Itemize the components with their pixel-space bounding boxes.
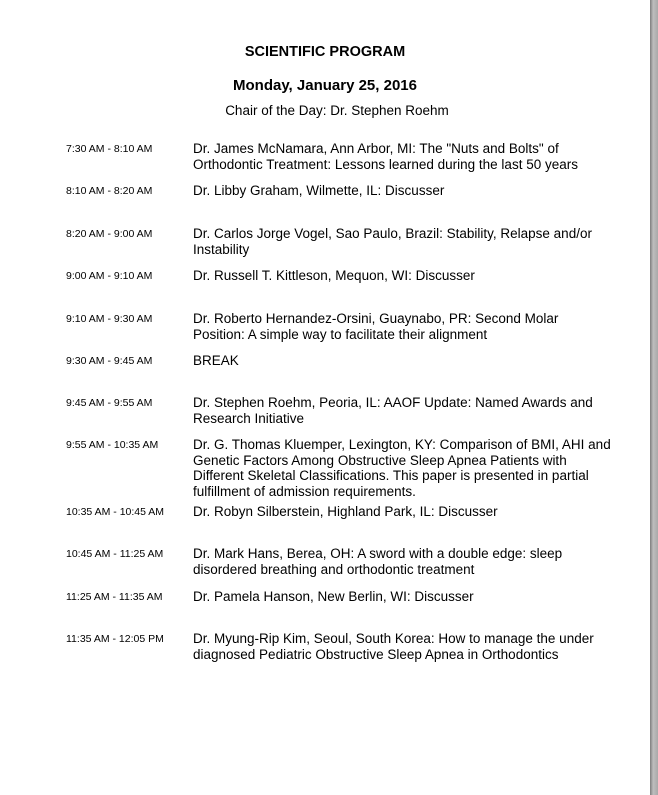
session-time: 11:25 AM - 11:35 AM (66, 591, 163, 603)
session-time: 9:30 AM - 9:45 AM (66, 355, 153, 367)
session-description: Dr. Robyn Silberstein, Highland Park, IL: Discusser (193, 504, 498, 519)
session-time: 10:35 AM - 10:45 AM (66, 506, 165, 518)
session-description: Dr. G. Thomas Kluemper, Lexington, KY: Comparison of BMI, AHI and Genetic Factors Among Obstructive Sleep Apnea Patients with Different Skeletal Classifications. This paper is presented in partial fulfillment of admission requirements. (193, 437, 611, 499)
program-date: Monday, January 25, 2016 (233, 77, 417, 94)
session-time: 9:00 AM - 9:10 AM (66, 270, 153, 282)
session-time: 9:10 AM - 9:30 AM (66, 313, 153, 325)
session-time: 7:30 AM - 8:10 AM (66, 143, 153, 155)
session-time: 9:45 AM - 9:55 AM (66, 397, 153, 409)
session-description: BREAK (193, 353, 239, 368)
session-time: 8:10 AM - 8:20 AM (66, 185, 153, 197)
session-time: 9:55 AM - 10:35 AM (66, 439, 159, 451)
session-description: Dr. Russell T. Kittleson, Mequon, WI: Discusser (193, 268, 475, 283)
session-description: Dr. Carlos Jorge Vogel, Sao Paulo, Brazil: Stability, Relapse and/or Instability (193, 226, 592, 257)
session-description: Dr. James McNamara, Ann Arbor, MI: The "Nuts and Bolts" of Orthodontic Treatment: Lessons learned during the last 50 years (193, 141, 578, 172)
session-description: Dr. Mark Hans, Berea, OH: A sword with a double edge: sleep disordered breathing and orthodontic treatment (193, 546, 563, 577)
session-description: Dr. Libby Graham, Wilmette, IL: Discusser (193, 183, 445, 198)
session-description: Dr. Myung-Rip Kim, Seoul, South Korea: How to manage the under diagnosed Pediatric Obstructive Sleep Apnea in Orthodontics (193, 631, 594, 662)
chair-of-day: Chair of the Day: Dr. Stephen Roehm (225, 103, 449, 118)
session-time: 8:20 AM - 9:00 AM (66, 228, 153, 240)
session-time: 10:45 AM - 11:25 AM (66, 548, 164, 560)
session-description: Dr. Stephen Roehm, Peoria, IL: AAOF Update: Named Awards and Research Initiative (193, 395, 593, 426)
viewer-background (650, 0, 658, 795)
session-description: Dr. Roberto Hernandez-Orsini, Guaynabo, PR: Second Molar Position: A simple way to facilitate their alignment (193, 311, 559, 342)
session-time: 11:35 AM - 12:05 PM (66, 633, 164, 645)
session-description: Dr. Pamela Hanson, New Berlin, WI: Discusser (193, 589, 474, 604)
page-title: SCIENTIFIC PROGRAM (244, 44, 406, 60)
